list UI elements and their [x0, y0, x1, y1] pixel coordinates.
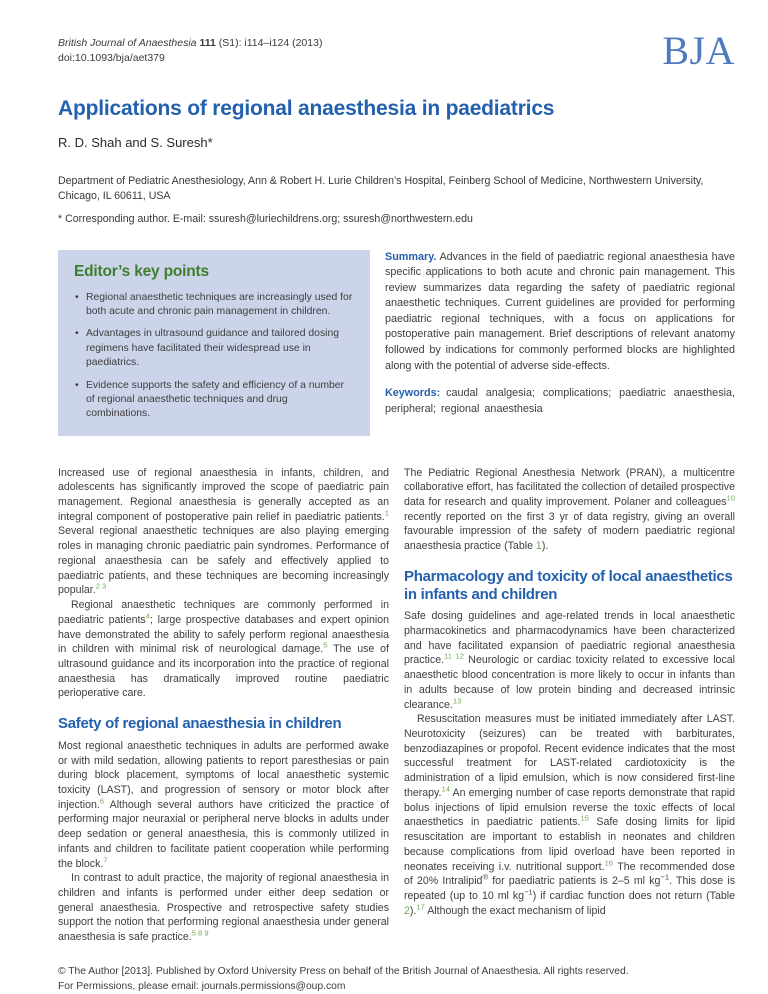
paragraph: Most regional anaesthetic techniques in adults are performed awake or with mild sedation, allowing patients to report paresthesias or pain during block placement, symptoms of local anaesthetic systemic toxicity (LAST), and progression of sensory or motor block after injection.$^6$ Although several authors have criticized the practice of performing major neuraxial or peripheral nerve blocks in adults under deep sedation or general anaesthesia, this is commonly utilized in infants and children to facilitate patient cooperation while performing the block.$^7$ — [58, 739, 389, 870]
reference-link[interactable]: 2 3 — [95, 581, 107, 591]
journal-name: British Journal of Anaesthesia — [58, 37, 197, 49]
paragraph: Increased use of regional anaesthesia in infants, children, and adolescents has significantly improved the scope of paediatric pain management. Regional anaesthesia is generally accepted as an integral component of postoperative pain relief in paediatric patients.$^1$ Several regional anaesthetic techniques are also playing emerging roles in managing chronic paediatric pain syndromes. Performance of regional anaesthesia can be safely and effectively applied to paediatric patients, and these techniques are becoming increasingly popular.$^{2 3}$ — [58, 466, 389, 597]
table-link[interactable]: 2 — [404, 904, 410, 917]
key-point-item: • Evidence supports the safety and efficiency of a number of regional anaesthetic techniques and drug combinations. — [74, 379, 354, 422]
section-heading: Safety of regional anaesthesia in children — [58, 715, 342, 733]
summary-text: Advances in the field of paediatric regional anaesthesia have specific applications to both acute and chronic pain management. This review summarizes data regarding the safety of paediatric regional anaesthetic techniques. Current guidelines are provided for performing paediatric regional techniques, with a focus on applications for postoperative pain management. Brief descriptions of relevant anatomy followed by indications for commonly performed blocks are highlighted along with the potential of adverse side-effects. — [385, 250, 736, 372]
copyright-line-2: For Permissions, please email: journals.permissions@oup.com — [58, 981, 346, 993]
affiliation-line: Department of Pediatric Anesthesiology, Ann & Robert H. Lurie Children’s Hospital, Feinberg School of Medicine, Northwestern University, Chicago, IL 60611, USA — [58, 175, 704, 203]
citation-rest: (S1): i114–i124 (2013) — [215, 37, 323, 49]
summary-paragraph — [385, 250, 735, 374]
reference-link[interactable]: 17 — [416, 902, 425, 912]
table-link[interactable]: 1 — [535, 540, 542, 553]
article-title: Applications of regional anaesthesia in paediatrics — [58, 97, 555, 120]
paragraph: In contrast to adult practice, the majority of regional anaesthesia in children and infants is performed under either deep sedation or general anaesthesia. Prospective and retrospective safety studies support the notion that performing regional anaesthesia under general anaesthesia is safe practice.$^{5 8 9}$ — [58, 872, 389, 944]
journal-citation — [58, 36, 322, 65]
reference-link[interactable]: 1 — [384, 508, 389, 518]
paragraph: Regional anaesthetic techniques are commonly performed in paediatric patients$^4$; large prospective databases and expert opinion have demonstrated the ability to safely perform regional anaesthesia in children with minimal risk of neurological damage.$^5$ The use of ultrasound guidance and its incorporation into the practice of regional anaesthesia has dramatically improved routine paediatric perioperative care. — [58, 599, 389, 700]
corresponding-author-line: * Corresponding author. E-mail: ssuresh@luriechildrens.org; ssuresh@northwestern.edu — [58, 212, 473, 225]
superscript-text: ® — [482, 872, 489, 882]
reference-link[interactable]: 4 — [145, 611, 150, 621]
abstract-section — [58, 250, 735, 436]
copyright-line-1: © The Author [2013]. Published by Oxford University Press on behalf of the British Journal of Anaesthesia. All rights reserved. — [58, 965, 629, 977]
left-column — [58, 466, 389, 945]
copyright-footer — [58, 964, 735, 994]
editors-key-points-box — [58, 250, 370, 436]
reference-link[interactable]: 11 12 — [444, 651, 464, 661]
volume-number: 111 — [199, 37, 216, 49]
reference-link[interactable]: 5 — [323, 640, 328, 650]
authors-line: R. D. Shah and S. Suresh* — [58, 135, 213, 150]
section-heading: Pharmacology and toxicity of local anaesthetics in infants and children — [404, 567, 733, 603]
keywords-paragraph — [385, 386, 735, 417]
keywords-text: caudal analgesia; complications; paediatric anaesthesia, peripheral; regional anaesthesia — [385, 387, 735, 415]
key-points-heading: Editor’s key points — [74, 262, 209, 280]
key-point-item: • Advantages in ultrasound guidance and tailored dosing regimens have facilitated their widespread use in paediatrics. — [74, 327, 354, 370]
reference-link[interactable]: 14 — [441, 784, 450, 794]
summary-block — [385, 250, 735, 436]
bja-logo: BJA — [662, 28, 735, 73]
reference-link[interactable]: 16 — [604, 857, 614, 867]
summary-label: Summary. — [385, 250, 437, 263]
right-column — [404, 466, 735, 945]
paragraph: The Pediatric Regional Anesthesia Network (PRAN), a multicentre collaborative effort, has facilitated the collection of detailed prospective data for research and quality improvement. Polaner and colleagues$^{10}$ recently reported on the first 3 yr of data registry, giving an overall favourable impression of the safety of modern paediatric regional anaesthesia practice (Table 1). — [404, 466, 735, 553]
paragraph: Resuscitation measures must be initiated immediately after LAST. Neurotoxicity (seizures) can be treated with barbiturates, benzodiazapines or propofol. Recent evidence indicates that the most successful treatment for LAST-related cardiotoxicity is the administration of a lipid emulsion, which is now considered first-line therapy.$^{14}$ An emerging number of case reports demonstrate that rapid bolus injections of lipid emulsion reverse the toxic effects of local anaesthetics in paediatric patients.$^{15}$ Safe dosing limits for lipid resuscitation are important to establish in neonates and children because complications from lipid overload have been reported in neonates receiving i.v. nutritional support.$^{16}$ The recommended dose of 20% Intralipid® for paediatric patients is 2–5 ml $kg^{-1}$. This dose is repeated (up to 10 ml $kg^{-1}$) if cardiac function does not return (Table 2).$^{17}$ Although the exact mechanism of lipid — [404, 713, 736, 917]
citation-line — [58, 36, 322, 51]
reference-link[interactable]: 15 — [580, 813, 589, 823]
reference-link[interactable]: 6 — [99, 796, 105, 806]
reference-link[interactable]: 13 — [452, 696, 462, 706]
key-points-list — [74, 291, 354, 422]
key-point-item: • Regional anaesthetic techniques are increasingly used for both acute and chronic pain management in children. — [74, 291, 354, 320]
reference-link[interactable]: 7 — [103, 855, 108, 864]
superscript-text: −1 — [660, 872, 670, 882]
keywords-label: Keywords: — [385, 387, 441, 400]
doi-line: doi:10.1093/bja/aet379 — [58, 51, 165, 64]
reference-link[interactable]: 10 — [726, 493, 735, 503]
reference-link[interactable]: 5 8 9 — [191, 928, 209, 938]
superscript-text: −1 — [524, 887, 533, 897]
article-body — [58, 466, 735, 945]
page-header — [58, 28, 735, 73]
paragraph: Safe dosing guidelines and age-related trends in local anaesthetic pharmacokinetics and pharmacodynamics have been characterized and have facilitated expansion of paediatric regional anaesthesia practice.$^{11 12}$ Neurologic or cardiac toxicity related to excessive local anaesthetic blood concentration is more likely to occur in infants than in adults because of low protein binding and decreased intrinsic clearance.$^{13}$ — [404, 610, 735, 711]
